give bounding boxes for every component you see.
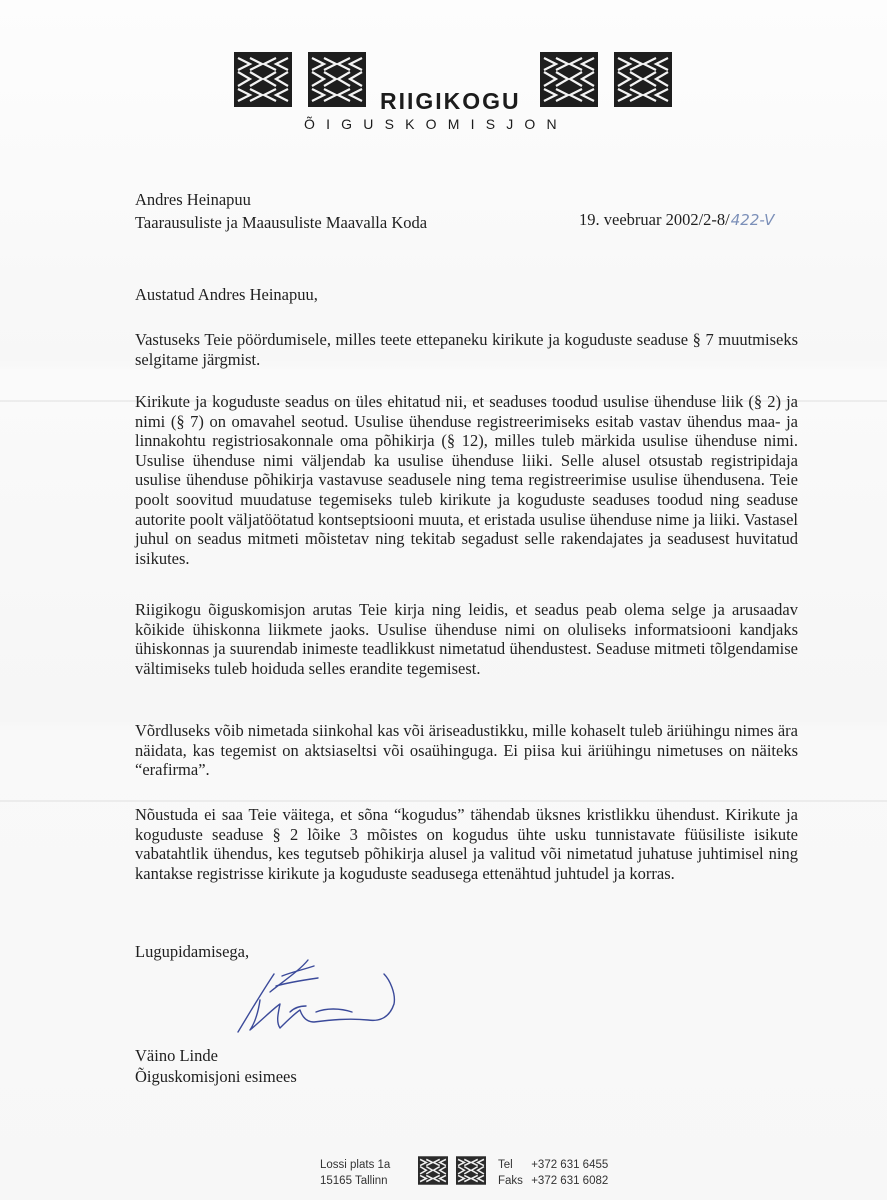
recipient-organization: Taarausuliste ja Maausuliste Maavalla Koda — [135, 213, 428, 232]
footer-street: Lossi plats 1a — [320, 1159, 391, 1171]
body-paragraph: Vastuseks Teie pöördumisele, milles teete ettepaneku kirikute ja koguduste seaduse § 7 muutmiseks selgitame järgmist. — [135, 330, 798, 369]
signer-title: Õiguskomisjoni esimees — [135, 1067, 297, 1086]
letterhead-organization: RIIGIKOGU — [380, 88, 521, 114]
riigikogu-emblem-tile — [308, 52, 366, 107]
footer-tel-label: Tel — [498, 1159, 513, 1171]
footer-emblem-tile — [456, 1156, 486, 1185]
footer-emblem-tile — [418, 1156, 448, 1185]
signer-block — [135, 1045, 297, 1087]
body-paragraph: Võrdluseks võib nimetada siinkohal kas või äriseadustikku, mille kohaselt tuleb äriühingu nimes ära näidata, kas tegemist on aktsiaseltsi või osaühinguga. Ei piisa kui äriühingu nimetuses on näiteks “erafirma”. — [135, 721, 798, 780]
footer-fax-label: Faks — [498, 1175, 523, 1187]
handwritten-signature — [230, 952, 410, 1042]
date-reference — [579, 210, 774, 230]
riigikogu-emblem-tile — [614, 52, 672, 107]
signer-name: Väino Linde — [135, 1046, 218, 1065]
body-paragraph: Kirikute ja koguduste seadus on üles ehitatud nii, et seaduses toodud usulise ühenduse liik (§ 2) ja nimi (§ 7) on omavahel seotud. Usulise ühenduse registreerimiseks esitab vastav ühendus maa- ja linnakohtu registriosakonnale oma põhikirja (§ 12), milles tuleb märkida usulise ühenduse nimi. Usulise ühenduse nimi väljendab ka usulise ühenduse liiki. Selle alusel otsustab registripidaja usulise ühenduse põhikirja vastavuse seadusele ning tema registreerimise usulise ühendusena. Teie poolt soovitud muudatuse tegemiseks tuleb kirikute ja koguduste seaduses toodud ning seaduse autorite poolt väljatöötatud kontseptsiooni muuta, et eristada usulise ühenduse nime ja liiki. Vastasel juhul on seadus mitmeti mõistetav ning tekitab segadust selle rakendajates ja seadusest huvitatud isikutes. — [135, 392, 798, 568]
recipient-name: Andres Heinapuu — [135, 190, 251, 209]
footer-contact — [498, 1157, 608, 1189]
body-paragraph: Nõustuda ei saa Teie väitega, et sõna “kogudus” tähendab üksnes kristlikku ühendust. Kirikute ja koguduste seaduse § 2 lõike 3 mõistes on kogudus ühte usku tunnistavate füüsiliste isikute vabatahtlik ühendus, kes tegutseb põhikirja alusel ja valitud või nimetatud juhatuse juhtimisel ning kantakse registrisse kirikute ja koguduste seadusega ettenähtud juhtudel ja korras. — [135, 805, 798, 883]
footer-fax: +372 631 6082 — [531, 1175, 609, 1187]
body-paragraph: Riigikogu õiguskomisjon arutas Teie kirja ning leidis, et seadus peab olema selge ja arusaadav kõikide ühiskonna liikmete jaoks. Usulise ühenduse nimi on oluliseks informatsiooni kandjaks ühiskonnas ja suurendab inimeste teadlikkust nimetatud ühendustest. Seaduse mitmeti tõlgendamise vältimiseks tuleb hoiduda selles erandite tegemisest. — [135, 600, 798, 678]
footer-city: 15165 Tallinn — [320, 1175, 388, 1187]
date-typed: 19. veebruar 2002/2-8/ — [579, 210, 730, 229]
recipient-block — [135, 188, 427, 234]
riigikogu-emblem-tile — [234, 52, 292, 107]
riigikogu-emblem-tile — [540, 52, 598, 107]
footer-address — [320, 1157, 390, 1189]
salutation: Austatud Andres Heinapuu, — [135, 285, 318, 304]
footer-tel: +372 631 6455 — [531, 1159, 609, 1171]
letterhead-committee: ÕIGUSKOMISJON — [304, 116, 568, 132]
paper-fold-line — [0, 800, 887, 802]
date-handwritten-number: 422-V — [730, 211, 775, 229]
closing-phrase: Lugupidamisega, — [135, 942, 250, 961]
